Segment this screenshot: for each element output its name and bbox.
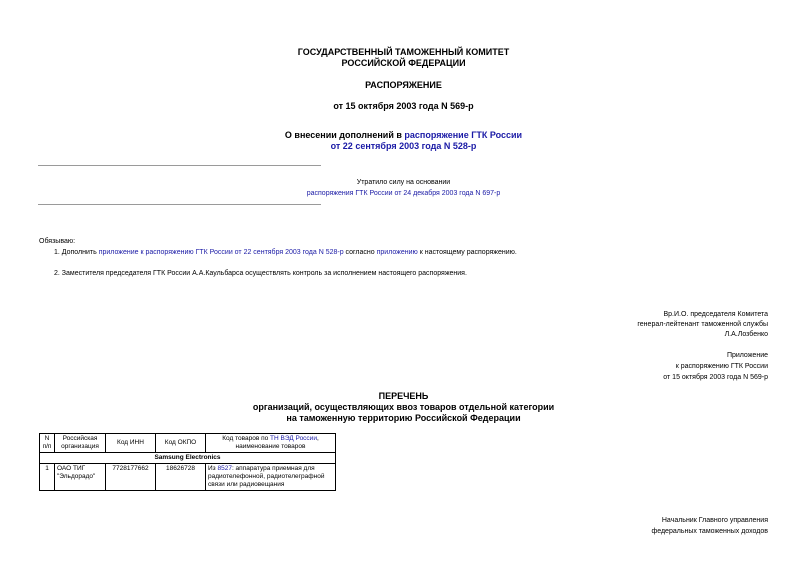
footer-block xyxy=(651,516,768,536)
header-inn: Код ИНН xyxy=(106,434,156,453)
table-group-row xyxy=(40,453,336,464)
header-goods: Код товаров по ТН ВЭД России, наименование товаров xyxy=(206,434,336,453)
cell-num: 1 xyxy=(40,464,55,491)
list-title-line2: организаций, осуществляющих ввоз товаров отдельной категории xyxy=(252,402,555,412)
org-line2: РОССИЙСКОЙ ФЕДЕРАЦИИ xyxy=(341,58,466,68)
intro-text: Обязываю: xyxy=(39,238,76,245)
organizations-table xyxy=(39,433,336,491)
signature-line1: Вр.И.О. председателя Комитета xyxy=(663,311,768,318)
signature-line3: Л.А.Лозбенко xyxy=(724,331,768,338)
header-okpo: Код ОКПО xyxy=(156,434,206,453)
appendix-line1: Приложение xyxy=(726,352,768,359)
cell-goods: Из 8527: аппаратура приемная для радиотелефонной, радиотелеграфной связи или радиовещания xyxy=(206,464,336,491)
list-title xyxy=(0,391,807,424)
status-text: Утратило силу на основании xyxy=(356,179,451,186)
item1-link-appendix[interactable]: приложение к распоряжению ГТК России от 22 сентября 2003 года N 528-р xyxy=(98,249,344,256)
item1-prefix: 1. Дополнить xyxy=(54,249,99,256)
org-line1: ГОСУДАРСТВЕННЫЙ ТАМОЖЕННЫЙ КОМИТЕТ xyxy=(297,47,510,57)
footer-line2: федеральных таможенных доходов xyxy=(651,528,768,535)
subject-link-date[interactable]: от 22 сентября 2003 года N 528-р xyxy=(330,141,477,151)
signature-line2: генерал-лейтенант таможенной службы xyxy=(637,321,768,328)
header-num: N п/п xyxy=(40,434,55,453)
signature-block xyxy=(637,310,768,339)
cell-inn: 7728177662 xyxy=(106,464,156,491)
org-title xyxy=(0,47,807,69)
header-goods-link[interactable]: ТН ВЭД России xyxy=(270,435,317,442)
list-title-line3: на таможенную территорию Российской Федерации xyxy=(286,413,521,423)
appendix-block xyxy=(663,351,768,382)
doc-type: РАСПОРЯЖЕНИЕ xyxy=(365,80,442,90)
cell-org: ОАО ТИГ "Эльдорадо" xyxy=(55,464,106,491)
footer-line1: Начальник Главного управления xyxy=(661,517,768,524)
table-row xyxy=(40,464,336,491)
list-title-line1: ПЕРЕЧЕНЬ xyxy=(378,391,429,401)
doc-date-number: от 15 октября 2003 года N 569-р xyxy=(333,101,474,111)
appendix-line2: к распоряжению ГТК России xyxy=(675,363,768,370)
divider-top xyxy=(38,165,321,166)
item1-mid: согласно xyxy=(343,249,377,256)
status-note xyxy=(0,178,807,198)
item1-link-attachment[interactable]: приложению xyxy=(376,249,418,256)
item1-suffix: к настоящему распоряжению. xyxy=(417,249,517,256)
divider-bottom xyxy=(38,204,321,205)
cell-okpo: 18626728 xyxy=(156,464,206,491)
subject-link-order[interactable]: распоряжение ГТК России xyxy=(404,130,523,140)
body-item-2: 2. Заместителя председателя ГТК России А.А.Каульбарса осуществлять контроль за исполнением настоящего распоряжения. xyxy=(54,270,467,277)
table-header-row xyxy=(40,434,336,453)
status-link[interactable]: распоряжения ГТК России от 24 декабря 2003 года N 697-р xyxy=(306,190,501,197)
group-name: Samsung Electronics xyxy=(40,453,336,464)
cell-goods-link[interactable]: 8527 xyxy=(217,465,232,472)
subject-prefix: О внесении дополнений в xyxy=(284,130,405,140)
header-org: Российская организация xyxy=(55,434,106,453)
doc-subject xyxy=(0,130,807,152)
appendix-line3: от 15 октября 2003 года N 569-р xyxy=(663,374,768,381)
body-item-1 xyxy=(54,248,517,257)
